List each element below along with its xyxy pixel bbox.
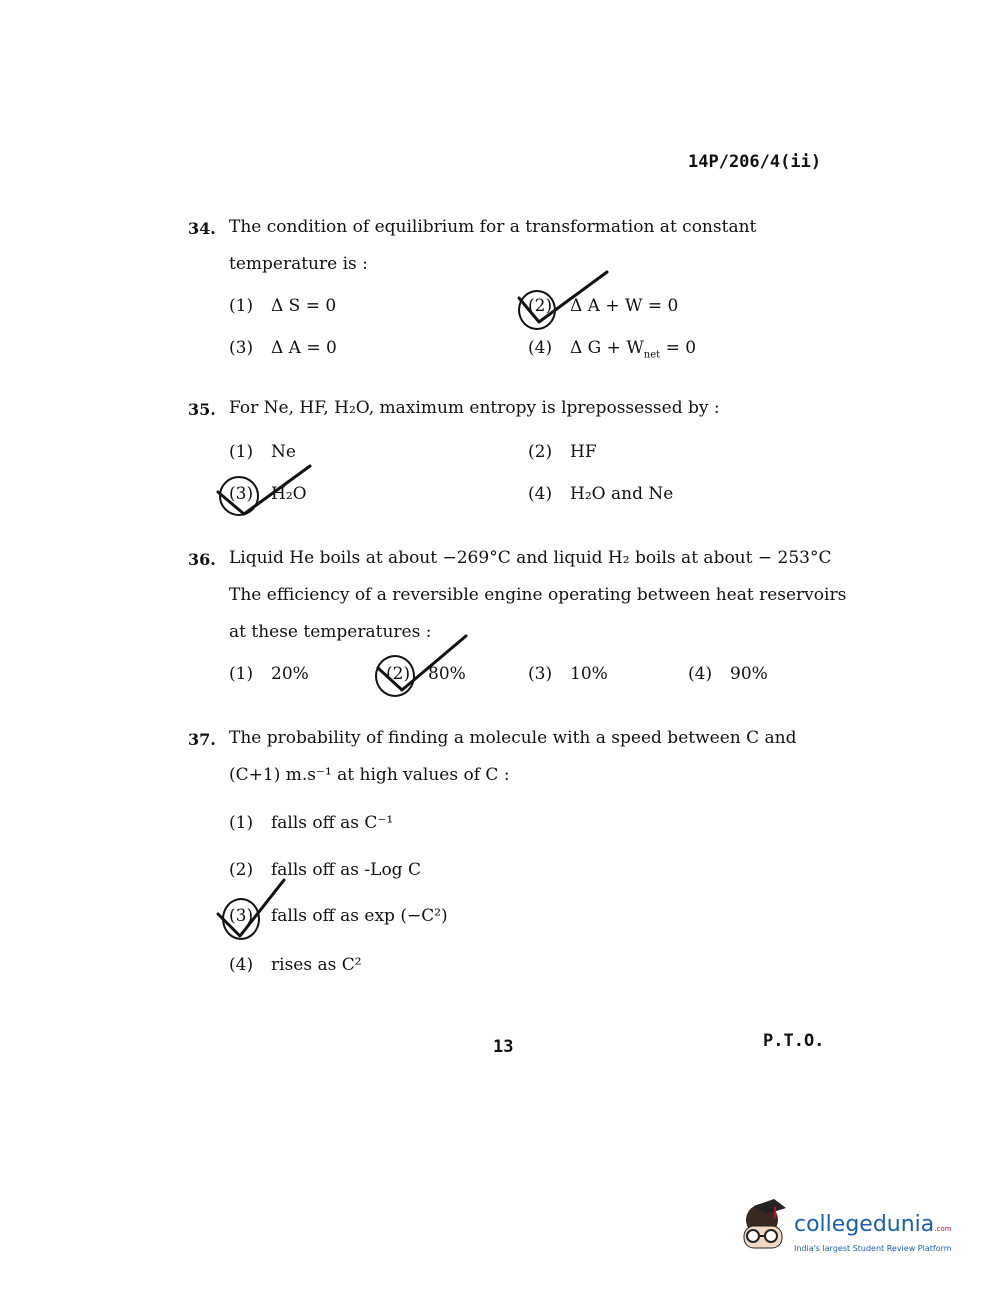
option-text: rises as C² xyxy=(271,955,362,975)
option-text: 20% xyxy=(271,664,309,684)
option-number: (1) xyxy=(229,296,254,316)
option-number: (3) xyxy=(528,664,553,684)
option-4 xyxy=(528,338,696,360)
option-number: (2) xyxy=(229,860,254,880)
option-number: (4) xyxy=(528,484,553,504)
answer-check-mark xyxy=(372,628,472,700)
option-number: (1) xyxy=(229,813,254,833)
option-number: (2) xyxy=(528,442,553,462)
option-number: (1) xyxy=(229,664,254,684)
option-text: 80% xyxy=(428,664,466,684)
option-text: HF xyxy=(570,442,597,462)
question-text-line: The efficiency of a reversible engine operating between heat reservoirs xyxy=(229,585,847,605)
option-number: (1) xyxy=(229,442,254,462)
option-text: Δ S = 0 xyxy=(271,296,337,316)
option-number: (4) xyxy=(688,664,713,684)
option-4 xyxy=(528,484,673,504)
question-text-line: The probability of finding a molecule with a speed between C and xyxy=(229,728,797,748)
option-number: (4) xyxy=(229,955,254,975)
brand-tagline: India's largest Student Review Platform xyxy=(794,1244,952,1253)
question-number: 37. xyxy=(188,730,216,749)
option-number: (4) xyxy=(528,338,553,358)
option-2 xyxy=(528,442,597,462)
paper-code: 14P/206/4(ii) xyxy=(688,152,822,172)
mascot-logo-icon xyxy=(734,1196,792,1258)
question-text-line: (C+1) m.s⁻¹ at high values of C : xyxy=(229,765,510,785)
option-1 xyxy=(229,813,393,833)
option-3 xyxy=(528,664,608,684)
option-number: (3) xyxy=(229,484,254,504)
option-number: (2) xyxy=(386,664,411,684)
page-number: 13 xyxy=(493,1037,514,1057)
question-text-line: The condition of equilibrium for a transformation at constant xyxy=(229,217,757,237)
question-text-line: at these temperatures : xyxy=(229,622,432,642)
option-4 xyxy=(229,955,362,975)
option-text: 90% xyxy=(730,664,768,684)
option-text: 10% xyxy=(570,664,608,684)
option-text-tail: = 0 xyxy=(660,338,697,358)
option-1 xyxy=(229,664,309,684)
option-text: Δ A = 0 xyxy=(271,338,337,358)
question-number: 36. xyxy=(188,550,216,569)
option-3 xyxy=(229,338,337,358)
option-text: H₂O xyxy=(271,484,307,504)
answer-check-mark xyxy=(212,872,292,944)
question-text-line: Liquid He boils at about −269°C and liquid H₂ boils at about − 253°C xyxy=(229,548,832,568)
pto-label: P.T.O. xyxy=(763,1031,825,1051)
question-text-line: temperature is : xyxy=(229,254,368,274)
option-text: Δ G + W xyxy=(570,338,644,358)
option-text: H₂O and Ne xyxy=(570,484,674,504)
option-number: (3) xyxy=(229,338,254,358)
answer-check-mark xyxy=(515,266,615,336)
option-4 xyxy=(688,664,768,684)
option-1 xyxy=(229,296,336,316)
option-text: falls off as C⁻¹ xyxy=(271,813,394,833)
option-subscript: net xyxy=(643,349,661,361)
option-number: (2) xyxy=(528,296,553,316)
brand-suffix: .com xyxy=(934,1225,952,1233)
option-number: (3) xyxy=(229,906,254,926)
question-number: 34. xyxy=(188,219,216,238)
option-text: Ne xyxy=(271,442,296,462)
question-text-line: For Ne, HF, H₂O, maximum entropy is lprepossessed by : xyxy=(229,398,720,418)
option-text: falls off as exp (−C²) xyxy=(271,906,448,926)
option-text: Δ A + W = 0 xyxy=(570,296,679,316)
brand-name: collegedunia xyxy=(794,1212,935,1237)
question-number: 35. xyxy=(188,400,216,419)
option-text: falls off as -Log C xyxy=(271,860,421,880)
answer-check-mark xyxy=(212,458,316,524)
